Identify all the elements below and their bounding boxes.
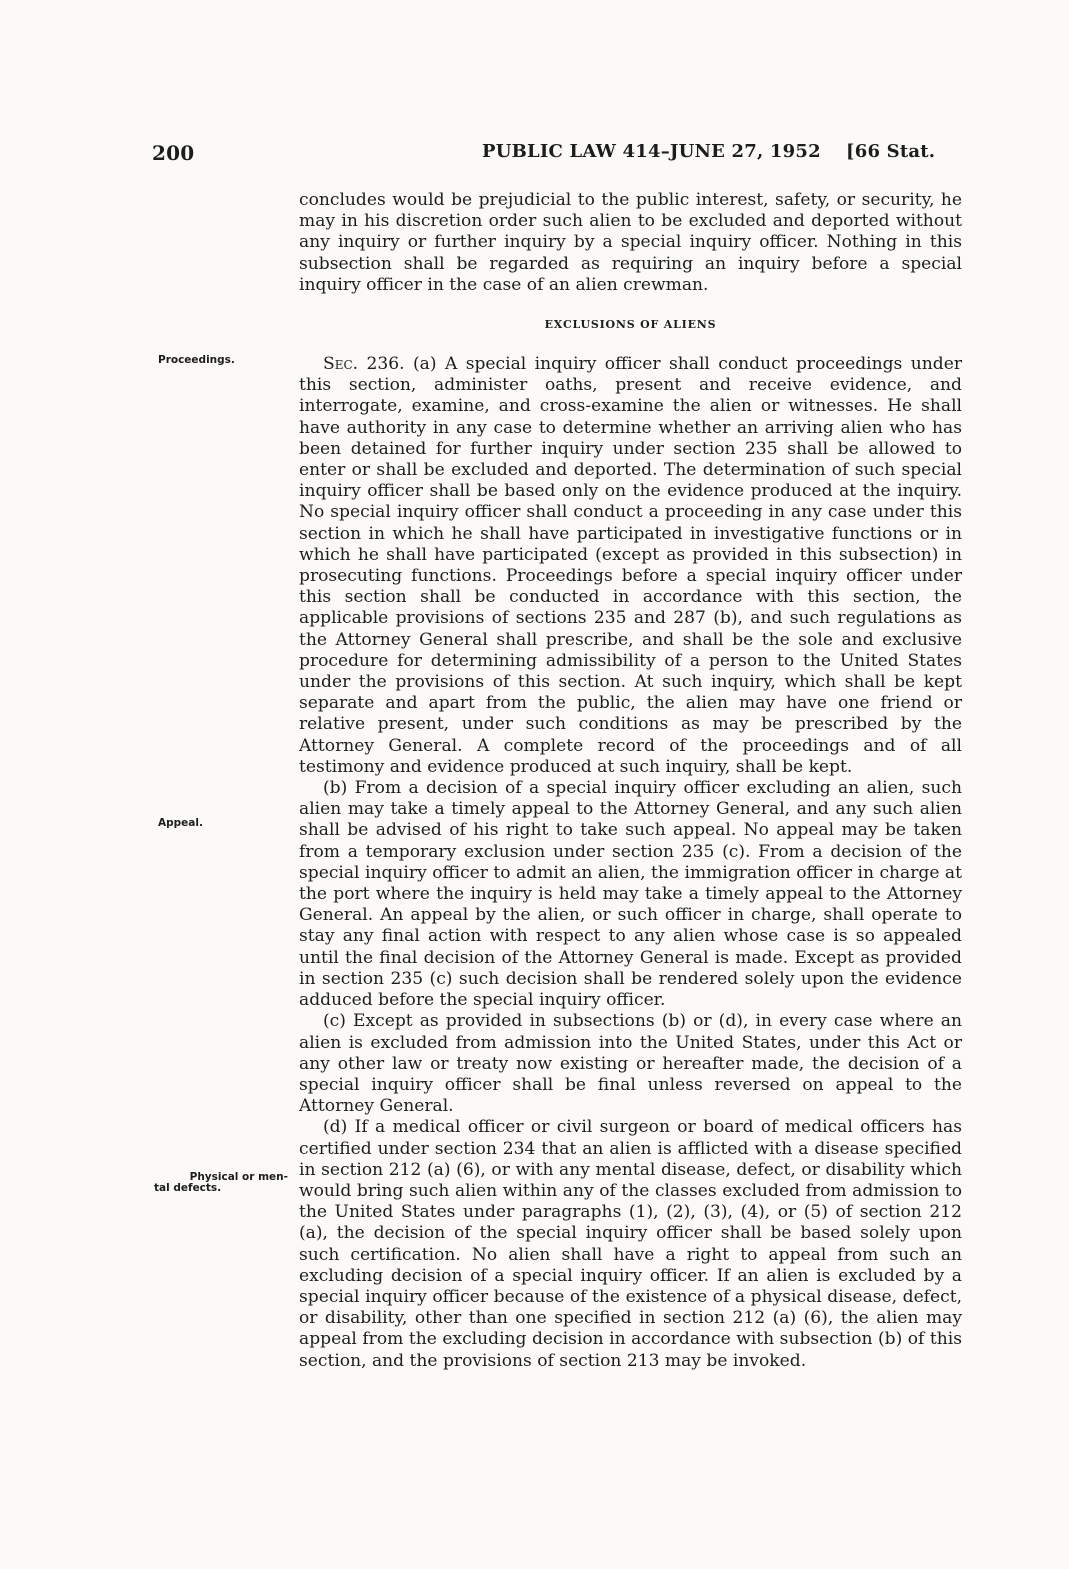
- margin-note-physical-line1: Physical or men-: [189, 1171, 288, 1183]
- section-label: Sec. 236.: [323, 354, 405, 374]
- section-heading: EXCLUSIONS OF ALIENS: [544, 318, 717, 331]
- section-236-body: [299, 354, 962, 1372]
- margin-note-appeal: Appeal.: [158, 817, 203, 829]
- continuation-text: concludes would be prejudicial to the public interest, safety, or security, he may in his discretion order such alien to be excluded and deported without any inquiry or further inquiry by a special inquiry officer. Nothing in this subsection shall be regarded as requiring an inquiry before a special inquiry officer in the case of an alien crewman.: [299, 190, 962, 295]
- page-number: 200: [152, 141, 195, 165]
- paragraph-a-text: (a) A special inquiry officer shall conduct proceedings under this section, administer oaths, present and receive evidence, and interrogate, examine, and cross-examine the alien or witnesses. He shall have authority in any case to determine whether an arriving alien who has been detained for further inquiry under section 235 shall be allowed to enter or shall be excluded and deported. The determination of such special inquiry officer shall be based only on the evidence produced at the inquiry. No special inquiry officer shall conduct a proceeding in any case under this section in which he shall have participated in investigative functions or in which he shall have participated (except as provided in this subsection) in prosecuting functions. Proceedings before a special inquiry officer under this section shall be conducted in accordance with this section, the applicable provisions of sections 235 and 287 (b), and such regulations as the Attorney General shall prescribe, and shall be the sole and exclusive procedure for determining admissibility of a person to the United States under the provisions of this section. At such inquiry, which shall be kept separate and apart from the public, the alien may have one friend or relative present, under such conditions as may be prescribed by the Attorney General. A complete record of the proceedings and of all testimony and evidence produced at such inquiry, shall be kept.: [299, 354, 962, 777]
- margin-note-physical: [142, 1172, 288, 1194]
- margin-note-physical-line2: tal defects.: [154, 1182, 222, 1194]
- paragraph-c: (c) Except as provided in subsections (b) or (d), in every case where an alien is excluded from admission into the United States, under this Act or any other law or treaty now existing or hereafter made, the decision of a special inquiry officer shall be final unless reversed on appeal to the Attorney General.: [299, 1011, 962, 1117]
- margin-note-proceedings: Proceedings.: [158, 354, 235, 366]
- paragraph-b: (b) From a decision of a special inquiry officer excluding an alien, such alien may take a timely appeal to the Attorney General, and any such alien shall be advised of his right to take such appeal. No appeal may be taken from a temporary exclusion under section 235 (c). From a decision of the special inquiry officer to admit an alien, the immigration officer in charge at the port where the inquiry is held may take a timely appeal to the Attorney General. An appeal by the alien, or such officer in charge, shall operate to stay any final action with respect to any alien whose case is so appealed until the final decision of the Attorney General is made. Except as provided in section 235 (c) such decision shall be rendered solely upon the evidence adduced before the special inquiry officer.: [299, 778, 962, 1011]
- running-head-title: PUBLIC LAW 414–JUNE 27, 1952: [482, 141, 821, 162]
- paragraph-a: [299, 354, 962, 778]
- statute-reference: [66 Stat.: [846, 141, 936, 162]
- continuation-paragraph: [299, 190, 962, 296]
- paragraph-d: (d) If a medical officer or civil surgeon or board of medical officers has certified under section 234 that an alien is afflicted with a disease specified in section 212 (a) (6), or with any mental disease, defect, or disability which would bring such alien within any of the classes excluded from admission to the United States under paragraphs (1), (2), (3), (4), or (5) of section 212 (a), the decision of the special inquiry officer shall be based solely upon such certification. No alien shall have a right to appeal from such an excluding decision of a special inquiry officer. If an alien is excluded by a special inquiry officer because of the existence of a physical disease, defect, or disability, other than one specified in section 212 (a) (6), the alien may appeal from the excluding decision in accordance with subsection (b) of this section, and the provisions of section 213 may be invoked.: [299, 1117, 962, 1371]
